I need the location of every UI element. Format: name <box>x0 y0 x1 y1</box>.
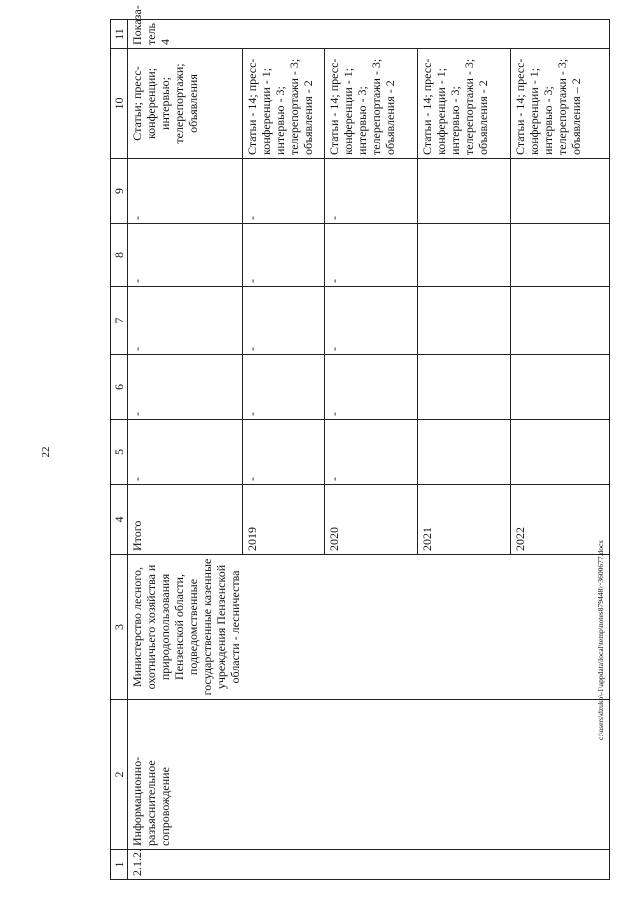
result-cell: Статьи - 14; пресс-конференции - 1; интервью - 3; телерепортажи - 3; объявления - 2 <box>243 49 325 159</box>
value-cell <box>511 355 610 420</box>
column-number: 2 <box>111 700 128 850</box>
column-number: 10 <box>111 49 128 159</box>
item-name: Информационно-разъяснительное сопровождение <box>128 700 610 850</box>
value-cell: - <box>325 287 418 355</box>
value-cell <box>511 224 610 287</box>
result-cell: Статьи - 14; пресс-конференции - 1; интервью - 3; телерепортажи - 3; объявления - 2 <box>418 49 511 159</box>
value-cell: - <box>243 420 325 485</box>
value-cell: - <box>128 355 243 420</box>
column-number: 1 <box>111 850 128 880</box>
value-cell: - <box>128 159 243 224</box>
year-cell: 2021 <box>418 485 511 555</box>
column-number: 8 <box>111 224 128 287</box>
value-cell: - <box>243 159 325 224</box>
column-number: 7 <box>111 287 128 355</box>
column-number: 5 <box>111 420 128 485</box>
year-cell: 2020 <box>325 485 418 555</box>
column-number: 3 <box>111 555 128 700</box>
result-cell: Статьи; пресс-конференции; интервью; телерепортажи; объявления <box>128 49 243 159</box>
column-number: 9 <box>111 159 128 224</box>
value-cell: - <box>325 420 418 485</box>
value-cell: - <box>243 224 325 287</box>
indicator-cell: Показа-тель 4 <box>128 20 610 49</box>
item-number: 2.1.2. <box>128 850 610 880</box>
year-cell: 2022 <box>511 485 610 555</box>
value-cell <box>511 159 610 224</box>
item-executor: Министерство лесного, охотничьего хозяйства и природопользования Пензенской области, подведомственные государственные казенные учреждения Пензенской области - лесничества <box>128 555 610 700</box>
value-cell: - <box>325 159 418 224</box>
value-cell <box>418 355 511 420</box>
value-cell <box>511 420 610 485</box>
table-row <box>128 20 243 880</box>
value-cell: - <box>243 355 325 420</box>
value-cell: - <box>128 224 243 287</box>
column-number: 6 <box>111 355 128 420</box>
column-number: 11 <box>111 20 128 49</box>
result-cell: Статьи - 14; пресс-конференции - 1; интервью - 3; телерепортажи - 3; объявления – 2 <box>511 49 610 159</box>
result-cell: Статьи - 14; пресс-конференции - 1; интервью - 3; телерепортажи - 3; объявления - 2 <box>325 49 418 159</box>
column-number-row <box>111 20 128 880</box>
value-cell: - <box>325 355 418 420</box>
value-cell <box>418 224 511 287</box>
value-cell <box>418 420 511 485</box>
value-cell <box>418 287 511 355</box>
rotated-table-container <box>110 5 608 880</box>
value-cell: - <box>325 224 418 287</box>
value-cell: - <box>128 287 243 355</box>
file-path-footer: c:\users\dzuko\-1\appdata\local\temp\notes879448\~3600677.docx <box>596 539 605 740</box>
year-cell: Итого <box>128 485 243 555</box>
year-cell: 2019 <box>243 485 325 555</box>
value-cell: - <box>128 420 243 485</box>
column-number: 4 <box>111 485 128 555</box>
value-cell <box>418 159 511 224</box>
page-number: 22 <box>40 446 52 458</box>
value-cell <box>511 287 610 355</box>
value-cell: - <box>243 287 325 355</box>
program-table <box>110 5 610 880</box>
